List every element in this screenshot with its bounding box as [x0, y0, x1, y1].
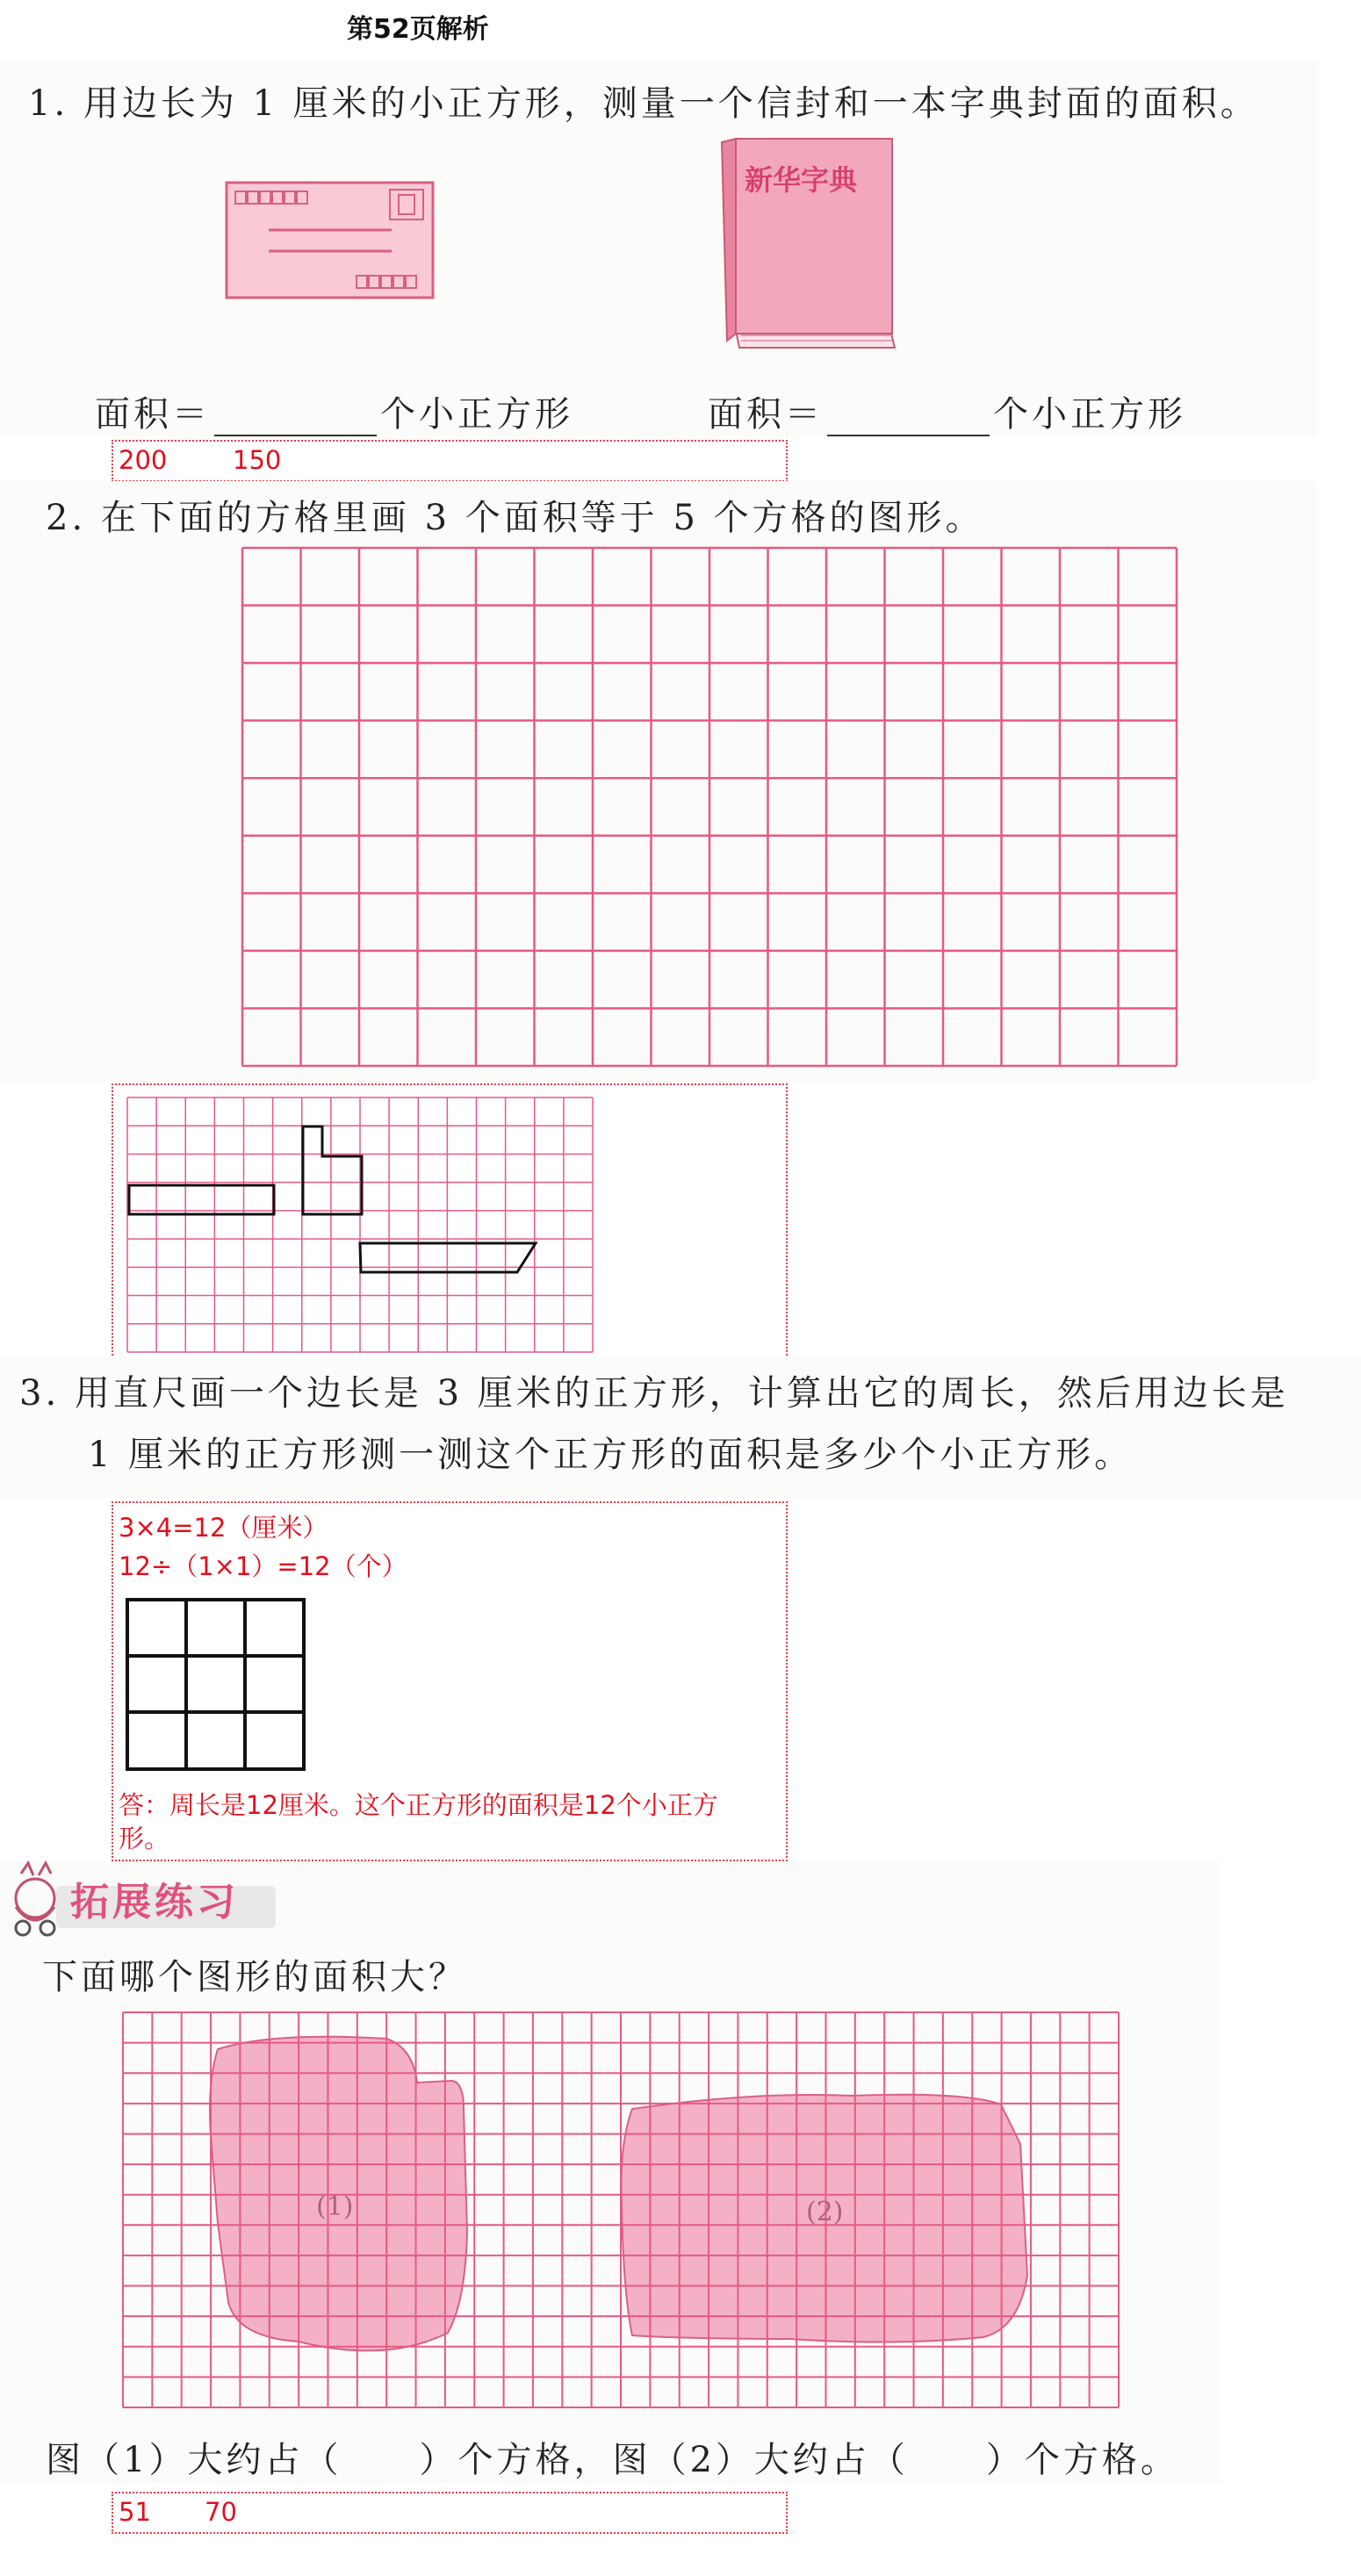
extension-answer-box: [112, 2492, 788, 2534]
q1-blank-1[interactable]: [214, 403, 377, 436]
q1-area-line-2: [708, 386, 1186, 436]
q3-answer-conclusion-2: 形。: [119, 1824, 170, 1853]
q3-answer-line-1: 3×4=12（厘米）: [119, 1513, 328, 1543]
q1-unit-2: 个小正方形: [993, 394, 1186, 435]
extension-answer-1: 51: [119, 2497, 151, 2527]
q3-answer-box: [112, 1501, 788, 1861]
extension-banner: 拓展练习: [70, 1880, 239, 1925]
extension-fill-text: 图（1）大约占（ ）个方格，图（2）大约占（ ）个方格。: [46, 2440, 1179, 2480]
q2-text: 2. 在下面的方格里画 3 个面积等于 5 个方格的图形。: [46, 498, 984, 538]
extension-grid: [123, 2012, 1120, 2409]
q3-answer-conclusion-1: 答：周长是12厘米。这个正方形的面积是12个小正方: [119, 1790, 718, 1820]
answer-shape-l: [303, 1126, 362, 1214]
q1-area-line-1: [95, 386, 573, 436]
q3-answer-line-2: 12÷（1×1）=12（个）: [119, 1551, 407, 1581]
dictionary-title: 新华字典: [745, 163, 858, 197]
extension-question: 下面哪个图形的面积大？: [42, 1957, 467, 1997]
q3-answer-square: [126, 1598, 306, 1772]
q1-blank-2[interactable]: [827, 403, 990, 436]
q1-text: 1. 用边长为 1 厘米的小正方形，测量一个信封和一本字典封面的面积。: [28, 83, 1259, 124]
answer-shape-rectangle: [129, 1185, 274, 1214]
q3-line-1: 3. 用直尺画一个边长是 3 厘米的正方形，计算出它的周长，然后用边长是: [19, 1373, 1289, 1414]
q1-area-label-2: 面积＝: [708, 394, 824, 435]
q1-unit-1: 个小正方形: [380, 394, 573, 435]
q1-area-label-1: 面积＝: [95, 394, 211, 435]
shape-1-label: (1): [316, 2191, 354, 2222]
page-title: 第52页解析: [347, 14, 489, 45]
q2-answer-grid: [127, 1097, 594, 1354]
q1-answer-box: [112, 440, 788, 482]
q3-line-2: 1 厘米的正方形测一测这个正方形的面积是多少个小正方形。: [88, 1435, 1134, 1475]
extension-answer-2: 70: [205, 2497, 237, 2527]
q2-grid: [242, 548, 1178, 1068]
shape-2-label: (2): [806, 2197, 844, 2227]
q1-answer-1: 200: [119, 445, 168, 475]
q1-answer-2: 150: [233, 445, 282, 475]
envelope-illustration: [225, 181, 436, 300]
